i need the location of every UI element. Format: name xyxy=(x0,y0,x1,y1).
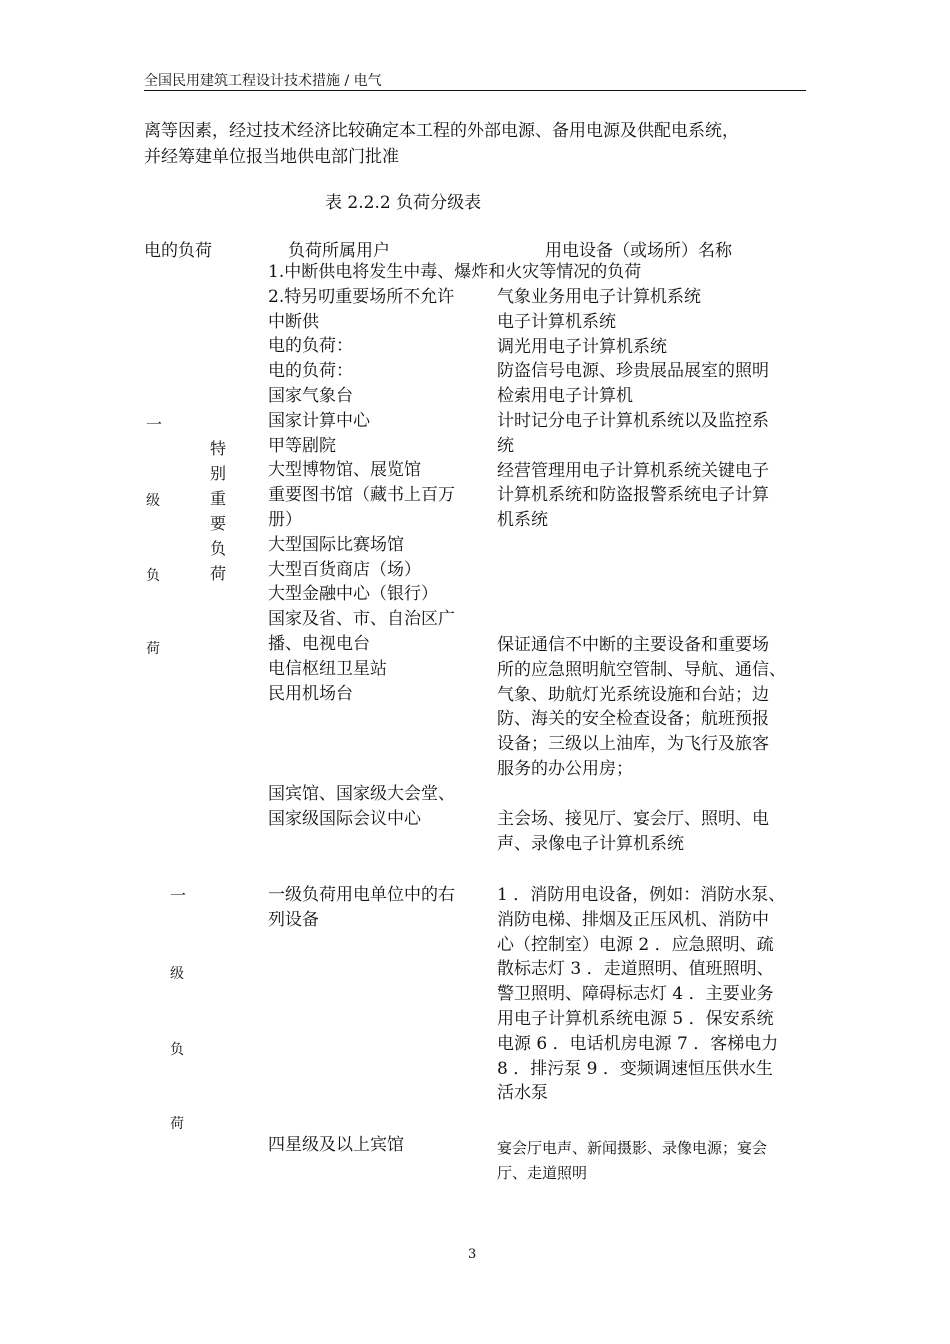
equip-list-a xyxy=(497,285,769,533)
user-list-b xyxy=(268,782,455,832)
user-line: 1.中断供电将发生中毒、爆炸和火灾等情况的负荷 xyxy=(268,262,642,282)
equip-line: 经营管理用电子计算机系统关键电子 xyxy=(497,460,769,481)
sub-label-char: 特 xyxy=(210,439,227,458)
user-line: 国家级国际会议中心 xyxy=(268,808,421,829)
level1-label-char: 级 xyxy=(146,493,160,509)
equip-line: 散标志灯 3 ．走道照明、值班照明、 xyxy=(497,959,774,980)
equip-list-b xyxy=(497,633,786,782)
equip-line: 消防电梯、排烟及正压风机、消防中 xyxy=(497,909,769,930)
level1b-label-char: 荷 xyxy=(170,1116,184,1132)
sub-label-char: 要 xyxy=(210,514,227,533)
equip-line: 所的应急照明航空管制、导航、通信、 xyxy=(497,659,786,680)
user-line: 电信枢纽卫星站 xyxy=(268,658,387,679)
equip-line: 用电子计算机系统电源 5 ．保安系统 xyxy=(497,1008,774,1029)
sub-label-char: 负 xyxy=(210,539,227,558)
equip-line: 电源 6 ．电话机房电源 7 ．客梯电力 xyxy=(497,1033,779,1054)
user-line: 2.特另叨重要场所不允许 xyxy=(268,286,455,307)
equip-line: 气象、助航灯光系统设施和台站；边 xyxy=(497,684,769,705)
equip-line: 宴会厅电声、新闻摄影、录像电源；宴会 xyxy=(497,1139,768,1157)
equip-line: 防盗信号电源、珍贵展品展室的照明 xyxy=(497,361,769,382)
equip-line: 服务的办公用房； xyxy=(497,758,633,779)
header-load-level: 电的负荷 xyxy=(144,241,212,261)
equip-line: 保证通信不中断的主要设备和重要场 xyxy=(497,635,769,655)
user-line: 大型百货商店（场） xyxy=(268,559,421,580)
equip-line: 检索用电子计算机 xyxy=(497,386,633,407)
user-line: 国家计算中心 xyxy=(268,410,370,431)
user-line: 中断供 xyxy=(268,311,319,332)
header-equipment: 用电设备（或场所）名称 xyxy=(545,241,732,261)
equip-line: 计时记分电子计算机系统以及监控系 xyxy=(497,410,769,431)
equip-line: 统 xyxy=(497,435,514,456)
level1b-label-char: 级 xyxy=(170,966,184,982)
level1-label-char: 负 xyxy=(146,568,160,584)
equip-list-hotel xyxy=(497,1136,767,1186)
user-line: 电的负荷： xyxy=(268,336,353,357)
level1b-label-char: 负 xyxy=(170,1042,184,1058)
user-list-c xyxy=(268,883,455,933)
user-line: 列设备 xyxy=(268,909,319,930)
level1b-label-char: 一 xyxy=(170,886,187,905)
level1-label-char: 荷 xyxy=(146,641,160,657)
equip-line: 计算机系统和防盗报警系统电子计算 xyxy=(497,485,769,506)
equip-line: 机系统 xyxy=(497,510,548,531)
equip-list-c xyxy=(497,807,769,857)
equip-line: 厅、走道照明 xyxy=(497,1163,588,1182)
running-header: 全国民用建筑工程设计技术措施 / 电气 xyxy=(144,73,382,89)
equip-line: 主会场、接见厅、宴会厅、照明、电 xyxy=(497,809,769,829)
header-load-user: 负荷所属用户 xyxy=(288,241,390,261)
user-line: 国家气象台 xyxy=(268,385,353,406)
user-line: 国家及省、市、自治区广 xyxy=(268,609,455,630)
equip-line: 警卫照明、障碍标志灯 4 ．主要业务 xyxy=(497,984,774,1005)
equip-list-d xyxy=(497,883,785,1106)
user-line: 大型博物馆、展览馆 xyxy=(268,460,421,481)
user-line: 册） xyxy=(268,509,302,530)
intro-line-2: 并经筹建单位报当地供电部门批准 xyxy=(144,147,399,167)
equip-line: 活水泵 xyxy=(497,1083,548,1104)
user-line: 民用机场台 xyxy=(268,683,353,704)
equip-line: 气象业务用电子计算机系统 xyxy=(497,287,701,307)
user-line: 播、电视电台 xyxy=(268,633,370,654)
sub-label-char: 别 xyxy=(210,464,227,483)
user-line: 电的负荷： xyxy=(268,361,353,382)
equip-line: 电子计算机系统 xyxy=(497,311,616,332)
equip-line: 设备；三级以上油库，为飞行及旅客 xyxy=(497,734,769,755)
equip-line: 1 ．消防用电设备，例如：消防水泵、 xyxy=(497,885,786,905)
equip-line: 调光用电子计算机系统 xyxy=(497,336,667,357)
user-line: 甲等剧院 xyxy=(268,435,336,456)
page-number: 3 xyxy=(468,1247,477,1262)
header-rule xyxy=(144,90,806,91)
equip-line: 8 ．排污泵 9 ．变频调速恒压供水生 xyxy=(497,1058,773,1079)
intro-line-1: 离等因素，经过技术经济比较确定本工程的外部电源、备用电源及供配电系统， xyxy=(144,121,739,141)
equip-line: 防、海关的安全检查设备；航班预报 xyxy=(497,709,769,730)
user-line: 大型国际比赛场馆 xyxy=(268,534,404,555)
equip-line: 心（控制室）电源 2 ．应急照明、疏 xyxy=(497,934,774,955)
level1-label-char: 一 xyxy=(146,415,163,434)
sub-label-char: 重 xyxy=(210,489,227,508)
equip-line: 声、录像电子计算机系统 xyxy=(497,833,684,854)
user-line: 大型金融中心（银行） xyxy=(268,584,438,605)
user-line: 重要图书馆（藏书上百万 xyxy=(268,485,455,506)
user-line: 一级负荷用电单位中的右 xyxy=(268,885,455,905)
user-line-hotel: 四星级及以上宾馆 xyxy=(268,1135,404,1155)
sub-label-char: 荷 xyxy=(210,564,227,583)
table-title: 表 2.2.2 负荷分级表 xyxy=(325,193,482,213)
user-line: 国宾馆、国家级大会堂、 xyxy=(268,784,455,804)
